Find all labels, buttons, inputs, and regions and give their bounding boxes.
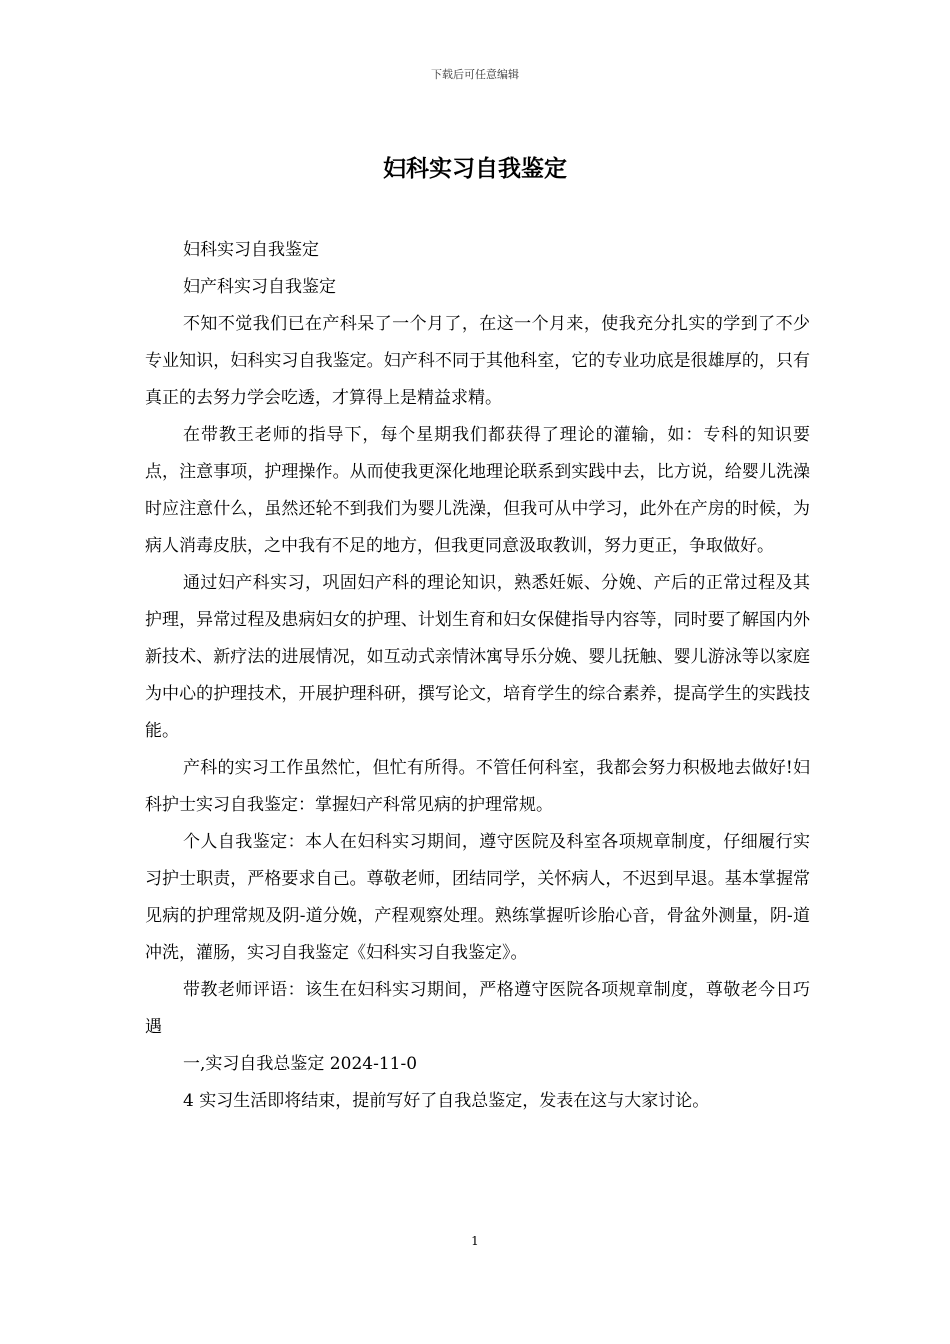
- page-number: 1: [471, 1234, 479, 1248]
- document-body: [145, 232, 810, 1120]
- paragraph: 产科的实习工作虽然忙，但忙有所得。不管任何科室，我都会努力积极地去做好!妇科护士实习自我鉴定：掌握妇产科常见病的护理常规。: [145, 758, 810, 815]
- paragraph: 个人自我鉴定：本人在妇科实习期间，遵守医院及科室各项规章制度，仔细履行实习护士职责，严格要求自己。尊敬老师，团结同学，关怀病人，不迟到早退。基本掌握常见病的护理常规及阴-道分娩，产程观察处理。熟练掌握听诊胎心音，骨盆外测量，阴-道冲洗，灌肠，实习自我鉴定《妇科实习自我鉴定》。: [145, 832, 810, 963]
- paragraph: 带教老师评语：该生在妇科实习期间，严格遵守医院各项规章制度，尊敬老今日巧遇: [145, 980, 810, 1037]
- document-title: 妇科实习自我鉴定: [383, 155, 567, 182]
- paragraph: 4 实习生活即将结束，提前写好了自我总鉴定，发表在这与大家讨论。: [183, 1091, 710, 1111]
- paragraph-heading-2: 妇产科实习自我鉴定: [183, 277, 336, 297]
- paragraph-heading-1: 妇科实习自我鉴定: [183, 240, 319, 260]
- paragraph: 一,实习自我总鉴定 2024-11-0: [183, 1054, 418, 1074]
- paragraph: 不知不觉我们已在产科呆了一个月了，在这一个月来，使我充分扎实的学到了不少专业知识，妇科实习自我鉴定。妇产科不同于其他科室，它的专业功底是很雄厚的，只有真正的去努力学会吃透，才算得上是精益求精。: [145, 314, 810, 408]
- paragraph: 在带教王老师的指导下，每个星期我们都获得了理论的灌输，如：专科的知识要点，注意事项，护理操作。从而使我更深化地理论联系到实践中去，比方说，给婴儿洗澡时应注意什么，虽然还轮不到我们为婴儿洗澡，但我可从中学习，此外在产房的时候，为病人消毒皮肤，之中我有不足的地方，但我更同意汲取教训，努力更正，争取做好。: [145, 425, 810, 556]
- page-header-note: 下载后可任意编辑: [431, 68, 519, 81]
- paragraph: 通过妇产科实习，巩固妇产科的理论知识，熟悉妊娠、分娩、产后的正常过程及其护理，异常过程及患病妇女的护理、计划生育和妇女保健指导内容等，同时要了解国内外新技术、新疗法的进展情况，如互动式亲情沐寓导乐分娩、婴儿抚触、婴儿游泳等以家庭为中心的护理技术，开展护理科研，撰写论文，培育学生的综合素养，提高学生的实践技能。: [145, 573, 810, 741]
